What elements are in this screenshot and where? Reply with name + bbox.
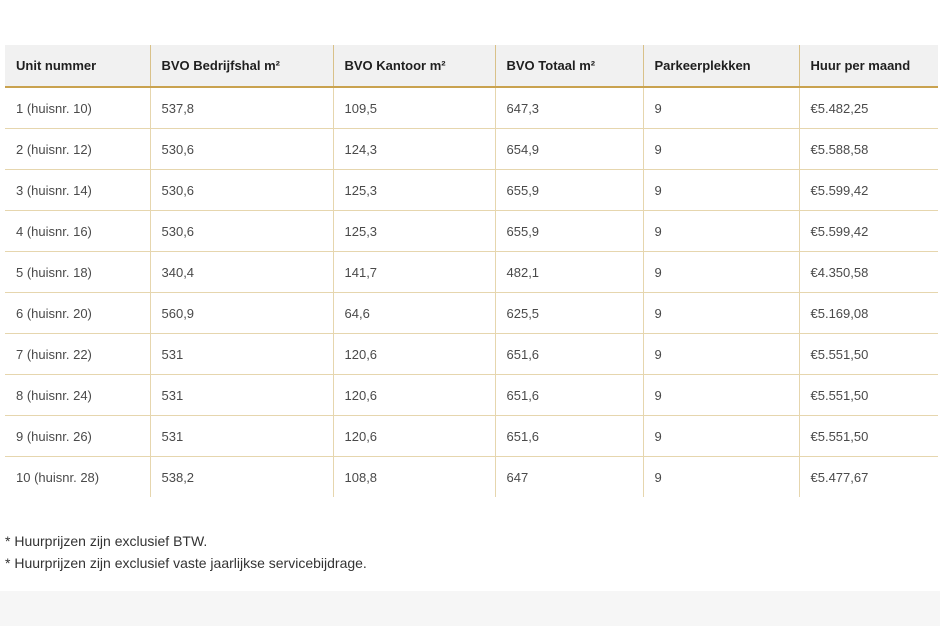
cell-bvo-bedrijfshal: 531 xyxy=(150,416,333,457)
cell-bvo-bedrijfshal: 530,6 xyxy=(150,129,333,170)
cell-huur: €5.599,42 xyxy=(799,170,938,211)
table-row xyxy=(5,211,938,252)
cell-bvo-kantoor: 108,8 xyxy=(333,457,495,498)
table-body xyxy=(5,87,938,497)
cell-bvo-bedrijfshal: 531 xyxy=(150,334,333,375)
cell-huur: €5.477,67 xyxy=(810,469,869,485)
column-header-bvo-bedrijfshal: BVO Bedrijfshal m² xyxy=(150,45,333,87)
cell-bvo-totaal: 651,6 xyxy=(495,334,643,375)
cell-bvo-bedrijfshal: 531 xyxy=(150,375,333,416)
column-header-parkeerplekken: Parkeerplekken xyxy=(643,45,799,87)
cell-unit: 7 (huisnr. 22) xyxy=(5,334,150,375)
cell-unit: 9 (huisnr. 26) xyxy=(5,416,150,457)
header-row xyxy=(5,45,938,87)
cell-bvo-kantoor: 64,6 xyxy=(333,293,495,334)
cell-unit: 10 (huisnr. 28) xyxy=(5,457,150,498)
cell-bvo-bedrijfshal: 340,4 xyxy=(150,252,333,293)
table-row xyxy=(5,87,938,129)
cell-unit: 4 (huisnr. 16) xyxy=(5,211,150,252)
table-row xyxy=(5,170,938,211)
rental-table-container xyxy=(5,45,938,497)
cell-parkeerplekken: 9 xyxy=(643,416,799,457)
cell-parkeerplekken: 9 xyxy=(643,129,799,170)
cell-huur: €5.599,42 xyxy=(799,211,938,252)
footer-band xyxy=(0,591,940,626)
cell-unit: 2 (huisnr. 12) xyxy=(5,129,150,170)
column-header-bvo-kantoor: BVO Kantoor m² xyxy=(333,45,495,87)
footnote-btw: * Huurprijzen zijn exclusief BTW. xyxy=(5,533,208,549)
cell-bvo-kantoor: 141,7 xyxy=(333,252,495,293)
footnotes xyxy=(5,530,367,574)
cell-parkeerplekken: 9 xyxy=(643,252,799,293)
table-row xyxy=(5,252,938,293)
cell-bvo-kantoor: 125,3 xyxy=(333,170,495,211)
table-row xyxy=(5,334,938,375)
cell-bvo-kantoor: 124,3 xyxy=(333,129,495,170)
cell-huur: €4.350,58 xyxy=(799,252,938,293)
cell-unit: 8 (huisnr. 24) xyxy=(5,375,150,416)
cell-bvo-bedrijfshal: 560,9 xyxy=(150,293,333,334)
table-row xyxy=(5,416,938,457)
table-header xyxy=(5,45,938,87)
cell-bvo-totaal: 647,3 xyxy=(495,87,643,129)
cell-bvo-kantoor: 125,3 xyxy=(333,211,495,252)
cell-huur: €5.588,58 xyxy=(799,129,938,170)
table-row xyxy=(5,129,938,170)
cell-bvo-bedrijfshal: 530,6 xyxy=(150,170,333,211)
table-row xyxy=(5,457,938,498)
cell-parkeerplekken: 9 xyxy=(643,87,799,129)
table-row xyxy=(5,375,938,416)
cell-bvo-totaal: 655,9 xyxy=(495,211,643,252)
cell-bvo-totaal: 654,9 xyxy=(495,129,643,170)
cell-bvo-bedrijfshal: 538,2 xyxy=(150,457,333,498)
cell-parkeerplekken: 9 xyxy=(643,334,799,375)
cell-unit: 6 (huisnr. 20) xyxy=(5,293,150,334)
rental-units-table xyxy=(5,45,938,497)
cell-bvo-totaal: 655,9 xyxy=(495,170,643,211)
cell-huur: €5.551,50 xyxy=(799,375,938,416)
table-row xyxy=(5,293,938,334)
cell-bvo-bedrijfshal: 537,8 xyxy=(150,87,333,129)
cell-huur: €5.482,25 xyxy=(799,87,938,129)
cell-bvo-kantoor: 120,6 xyxy=(333,416,495,457)
cell-parkeerplekken: 9 xyxy=(643,211,799,252)
cell-huur: €5.169,08 xyxy=(799,293,938,334)
column-header-bvo-totaal: BVO Totaal m² xyxy=(495,45,643,87)
column-header-unit: Unit nummer xyxy=(5,45,150,87)
cell-bvo-totaal: 482,1 xyxy=(495,252,643,293)
cell-huur: €5.551,50 xyxy=(799,416,938,457)
cell-parkeerplekken: 9 xyxy=(643,170,799,211)
cell-unit: 5 (huisnr. 18) xyxy=(5,252,150,293)
cell-bvo-totaal: 625,5 xyxy=(495,293,643,334)
cell-bvo-totaal: 651,6 xyxy=(495,375,643,416)
cell-bvo-totaal: 651,6 xyxy=(495,416,643,457)
cell-huur: €5.551,50 xyxy=(799,334,938,375)
cell-bvo-kantoor: 109,5 xyxy=(333,87,495,129)
cell-parkeerplekken: 9 xyxy=(643,293,799,334)
cell-unit: 1 (huisnr. 10) xyxy=(5,87,150,129)
column-header-huur: Huur per maand xyxy=(799,45,938,87)
cell-parkeerplekken: 9 xyxy=(643,375,799,416)
cell-bvo-kantoor: 120,6 xyxy=(333,334,495,375)
cell-bvo-bedrijfshal: 530,6 xyxy=(150,211,333,252)
cell-bvo-kantoor: 120,6 xyxy=(333,375,495,416)
cell-unit: 3 (huisnr. 14) xyxy=(5,170,150,211)
footnote-servicebijdrage: * Huurprijzen zijn exclusief vaste jaarlijkse servicebijdrage. xyxy=(5,555,367,571)
cell-bvo-totaal: 647 xyxy=(495,457,643,498)
cell-parkeerplekken: 9 xyxy=(643,457,799,498)
